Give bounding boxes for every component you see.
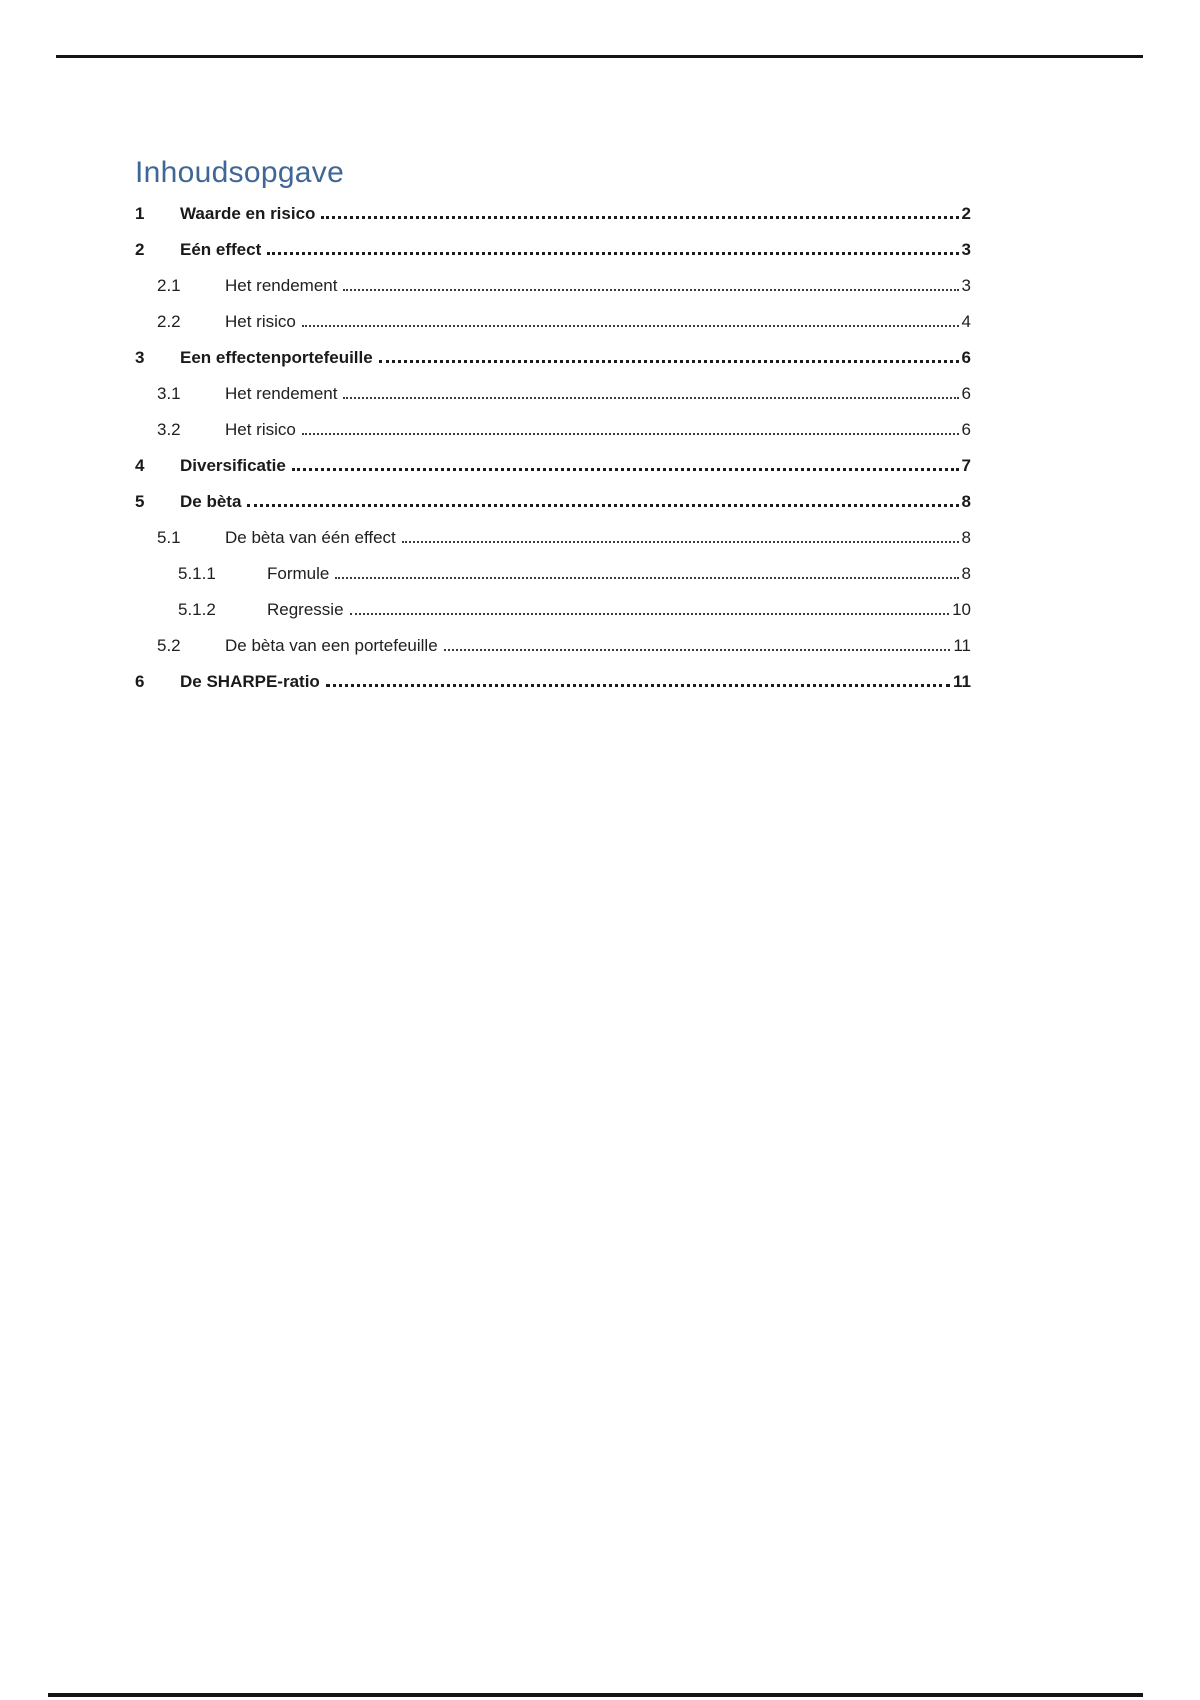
toc-entry-number: 2 — [135, 240, 145, 259]
toc-entry[interactable] — [135, 276, 971, 296]
toc-entry-page: 3 — [961, 276, 971, 295]
toc-entry-label: Het risico — [225, 420, 296, 439]
toc-entry-label: Regressie — [267, 600, 344, 619]
toc-entry-page: 2 — [961, 204, 971, 223]
top-horizontal-rule — [56, 55, 1143, 58]
dot-leader — [350, 613, 950, 615]
dot-leader — [335, 577, 958, 579]
toc-entry-page: 3 — [961, 240, 971, 259]
toc-entry[interactable] — [135, 456, 971, 476]
toc-entry-number: 5.1.2 — [178, 600, 216, 619]
bottom-horizontal-rule — [48, 1693, 1143, 1697]
toc-entry-label: Diversificatie — [180, 456, 286, 475]
toc-entry-page: 10 — [952, 600, 971, 619]
toc-entry-label: De bèta — [180, 492, 242, 511]
toc-entry-label: Het risico — [225, 312, 296, 331]
toc-entry-number: 5.2 — [157, 636, 181, 655]
dot-leader — [247, 504, 958, 507]
toc-entry[interactable] — [135, 312, 971, 332]
toc-entry[interactable] — [135, 528, 971, 548]
toc-entry[interactable] — [135, 564, 971, 584]
dot-leader — [326, 684, 950, 687]
toc-entry[interactable] — [135, 600, 971, 620]
toc-entry-number: 2.1 — [157, 276, 181, 295]
toc-entry-page: 6 — [961, 384, 971, 403]
dot-leader — [343, 289, 958, 291]
toc-entry[interactable] — [135, 672, 971, 692]
dot-leader — [343, 397, 958, 399]
toc-entry-label: Formule — [267, 564, 330, 583]
toc-entry-page: 7 — [961, 456, 971, 475]
dot-leader — [267, 252, 958, 255]
toc-entry-number: 4 — [135, 456, 145, 475]
toc-entry-page: 8 — [961, 564, 971, 583]
toc-entry-label: De SHARPE-ratio — [180, 672, 320, 691]
toc-entry-label: Waarde en risico — [180, 204, 316, 223]
toc-entry-page: 4 — [961, 312, 971, 331]
toc-entry-page: 11 — [953, 672, 971, 691]
toc-entry[interactable] — [135, 240, 971, 260]
dot-leader — [302, 325, 959, 327]
dot-leader — [402, 541, 959, 543]
dot-leader — [292, 468, 959, 471]
dot-leader — [379, 360, 959, 363]
toc-entry-number: 3 — [135, 348, 145, 367]
toc-entry-page: 6 — [961, 420, 971, 439]
toc-entry-page: 6 — [961, 348, 971, 367]
toc-entry-label: De bèta van een portefeuille — [225, 636, 438, 655]
toc-entry-page: 11 — [953, 636, 971, 655]
toc-entry-number: 5.1 — [157, 528, 181, 547]
dot-leader — [302, 433, 959, 435]
dot-leader — [444, 649, 951, 651]
toc-entry-page: 8 — [961, 528, 971, 547]
toc-entry[interactable] — [135, 492, 971, 512]
toc-entry[interactable] — [135, 636, 971, 656]
toc-entry-number: 3.2 — [157, 420, 181, 439]
toc-entry-number: 2.2 — [157, 312, 181, 331]
toc-entry[interactable] — [135, 204, 971, 224]
toc-entry-label: Een effectenportefeuille — [180, 348, 373, 367]
page-title: Inhoudsopgave — [135, 156, 345, 189]
toc-entry-label: Het rendement — [225, 276, 338, 295]
toc-entry-label: De bèta van één effect — [225, 528, 396, 547]
dot-leader — [321, 216, 958, 219]
toc-entry-number: 3.1 — [157, 384, 181, 403]
toc-entry-number: 5.1.1 — [178, 564, 216, 583]
toc-entry-number: 1 — [135, 204, 145, 223]
toc-entry-number: 6 — [135, 672, 145, 691]
toc-entry[interactable] — [135, 384, 971, 404]
toc-entry-label: Het rendement — [225, 384, 338, 403]
toc-entry-label: Eén effect — [180, 240, 262, 259]
toc-entry[interactable] — [135, 348, 971, 368]
toc-entry-page: 8 — [961, 492, 971, 511]
toc-entry[interactable] — [135, 420, 971, 440]
toc-entry-number: 5 — [135, 492, 145, 511]
table-of-contents — [135, 156, 971, 708]
